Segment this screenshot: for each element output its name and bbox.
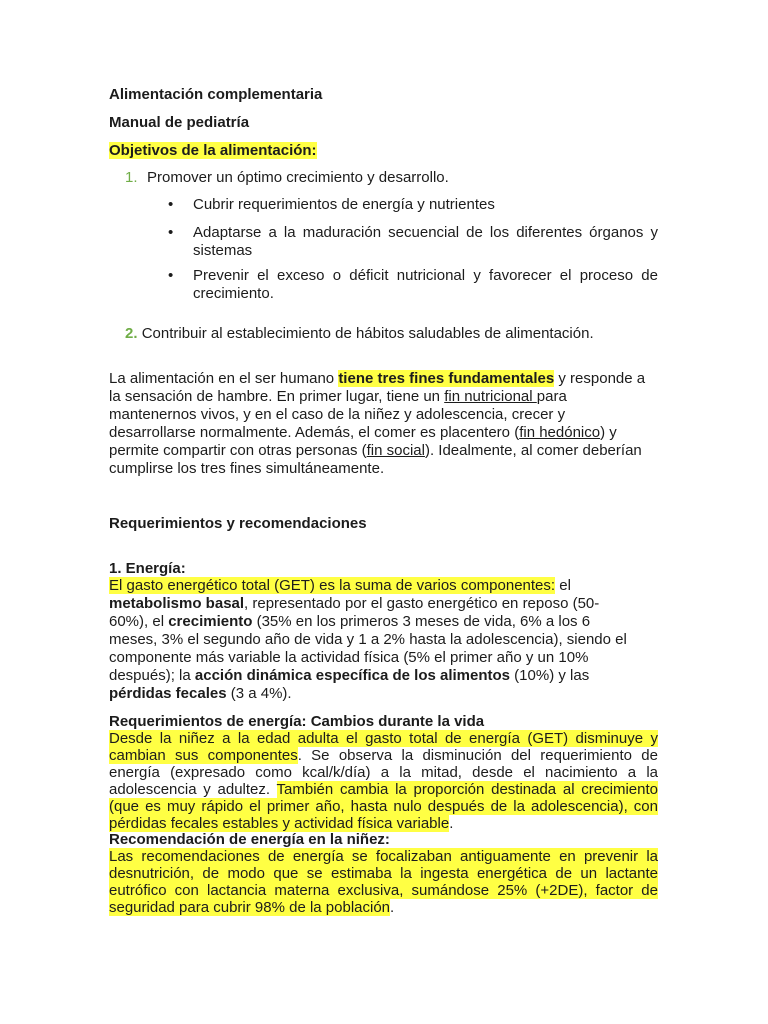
objectives-heading-text: Objetivos de la alimentación: <box>109 142 317 159</box>
childhood-paragraph <box>109 848 658 916</box>
energy-term-basal: metabolismo basal <box>109 595 245 612</box>
energy-text: (10%) y las <box>510 667 590 684</box>
intro-text: y responde a la sensación de hambre. En primer lugar, tiene un <box>109 370 646 405</box>
bullet-item <box>168 267 658 303</box>
energy-highlight: El gasto energético total (GET) es la suma de varios componentes: <box>109 577 556 594</box>
bullet-symbol: • <box>168 267 174 284</box>
requirements-heading: Requerimientos y recomendaciones <box>109 515 367 532</box>
fin-social-term: fin social <box>366 442 425 459</box>
energy-text: (3 a 4%). <box>226 685 292 702</box>
bullet-item <box>168 224 658 260</box>
bullet-symbol: • <box>168 224 174 241</box>
objective-number-1: 1. <box>125 169 138 186</box>
childhood-text: . <box>390 899 395 916</box>
fin-hedonico-term: fin hedónico <box>519 424 601 441</box>
intro-text: ). Idealmente, al comer deberían cumplirse los tres fines simultáneamente. <box>109 442 642 477</box>
intro-paragraph <box>109 370 649 478</box>
intro-highlight: tiene tres fines fundamentales <box>338 370 555 387</box>
bullet-symbol: • <box>168 196 174 213</box>
energy-heading: 1. Energía: <box>109 560 186 577</box>
objective-item-2 <box>125 325 658 343</box>
energy-term-action: acción dinámica específica de los alimentos <box>194 667 511 684</box>
document-subtitle: Manual de pediatría <box>109 114 250 131</box>
energy-term-losses: pérdidas fecales <box>109 685 227 702</box>
life-changes-heading: Requerimientos de energía: Cambios durante la vida <box>109 713 485 730</box>
energy-paragraph <box>109 577 629 703</box>
energy-text: el <box>555 577 571 594</box>
childhood-heading: Recomendación de energía en la niñez: <box>109 831 390 848</box>
childhood-highlight: Las recomendaciones de energía se focalizaban antiguamente en prevenir la desnutrición, de modo que se estimaba la ingesta energética de un lactante eutrófico con lactancia materna exclusiva, sumándose 25% (+2DE), factor de seguridad para cubrir 98% de la población <box>109 848 658 916</box>
intro-text: ) y permite compartir con otras personas ( <box>109 424 617 459</box>
intro-text: para mantenernos vivos, y en el caso de la niñez y adolescencia, crecer y desarrollarse normalmente. Además, el comer es placentero ( <box>109 388 567 441</box>
fin-nutricional-term: fin nutricional <box>444 388 537 405</box>
bullet-text: Prevenir el exceso o déficit nutricional y favorecer el proceso de crecimiento. <box>193 267 658 302</box>
objective-number-2: 2. <box>125 325 138 342</box>
life-changes-highlight-1: Desde la niñez a la edad adulta el gasto total de energía (GET) disminuye y cambian sus componentes <box>109 730 658 764</box>
energy-term-growth: crecimiento <box>168 613 253 630</box>
bullet-item <box>168 196 658 214</box>
bullet-text: Cubrir requerimientos de energía y nutrientes <box>193 196 495 213</box>
energy-text: , representado por el gasto energético en reposo (50-60%), el <box>109 595 600 630</box>
life-changes-highlight-2: También cambia la proporción destinada al crecimiento (que es muy rápido el primer año, hasta nulo después de la adolescencia), con pérdidas fecales estables y actividad física variable <box>109 781 658 832</box>
document-title: Alimentación complementaria <box>109 86 323 103</box>
life-changes-text: . Se observa la disminución del requerimiento de energía (expresado como kcal/k/día) a la mitad, desde el nacimiento a la adolescencia y adultez. <box>109 747 658 798</box>
objective-text-1: Promover un óptimo crecimiento y desarrollo. <box>147 169 449 186</box>
bullet-text: Adaptarse a la maduración secuencial de los diferentes órganos y sistemas <box>193 224 658 259</box>
energy-text: (35% en los primeros 3 meses de vida, 6% a los 6 meses, 3% el segundo año de vida y 1 a 2% hasta la adolescencia), siendo el componente más variable la actividad física (5% el primer año y un 10% después); la <box>109 613 627 684</box>
life-changes-paragraph <box>109 730 658 832</box>
objective-text-2: Contribuir al establecimiento de hábitos saludables de alimentación. <box>141 325 594 342</box>
objective-item-1 <box>125 169 658 187</box>
life-changes-text: . <box>449 815 454 832</box>
intro-text: La alimentación en el ser humano <box>109 370 339 387</box>
objectives-heading <box>109 142 658 160</box>
